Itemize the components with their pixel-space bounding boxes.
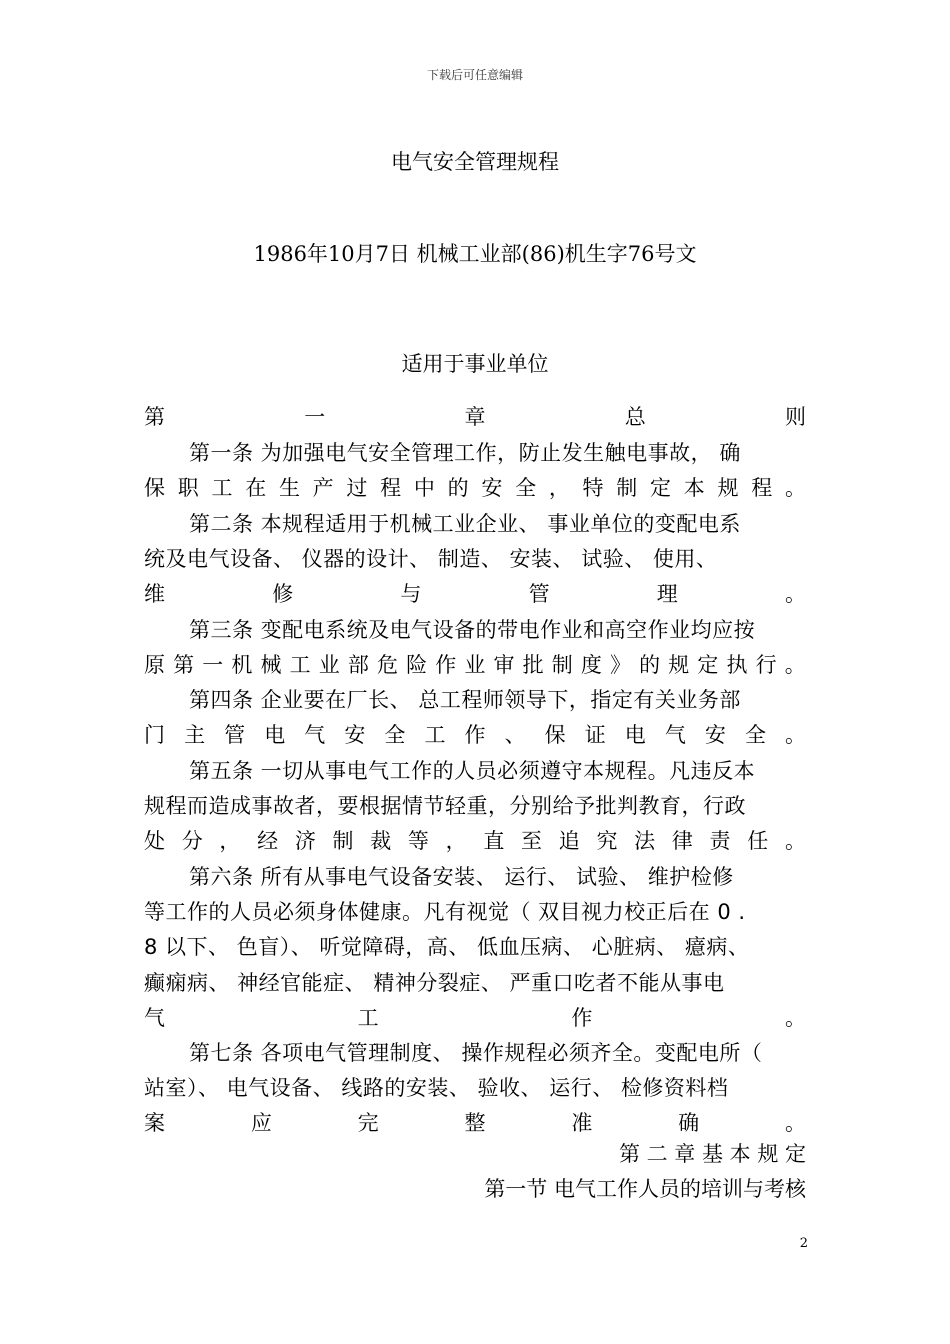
body-char: 原	[144, 653, 165, 677]
body-char: 安	[344, 723, 366, 747]
body-line	[144, 720, 806, 750]
page-number: 2	[799, 1236, 808, 1251]
body-char: 一	[202, 653, 224, 677]
body-char: 电	[624, 723, 646, 747]
body-line: 癫痫病、 神经官能症、 精神分裂症、 严重口吃者不能从事电	[144, 971, 725, 995]
body-char: 保	[144, 476, 165, 500]
body-line: 统及电气设备、 仪器的设计、 制造、 安装、 试验、 使用、	[144, 547, 718, 571]
body-char: 制	[332, 829, 354, 853]
body-char: 业	[318, 653, 340, 677]
body-char: 。	[784, 1006, 806, 1030]
body-char: 制	[551, 653, 573, 677]
body-line	[144, 1108, 806, 1138]
body-line	[144, 826, 806, 856]
body-char: 主	[184, 723, 206, 747]
body-char: 生	[278, 476, 300, 500]
body-char: 维	[144, 582, 165, 606]
body-char: 安	[481, 476, 503, 500]
chapter-1-heading-char: 第	[144, 405, 165, 429]
body-line: 第四条 企业要在厂长、 总工程师领导下，指定有关业务部	[189, 688, 741, 712]
body-char: 批	[522, 653, 544, 677]
body-char: 过	[346, 476, 368, 500]
body-char: 济	[294, 829, 316, 853]
body-line: 第五条 一切从事电气工作的人员必须遵守本规程。凡违反本	[189, 759, 756, 783]
body-char: 任	[747, 829, 769, 853]
body-char: 险	[406, 653, 428, 677]
body-char: 程	[380, 476, 402, 500]
chapter-1-heading	[144, 402, 806, 432]
body-char: 定	[697, 653, 719, 677]
scope-note: 适用于事业单位	[401, 352, 549, 376]
body-char: 程	[751, 476, 773, 500]
body-char: 规	[668, 653, 690, 677]
body-char: 管	[224, 723, 246, 747]
body-char: 责	[709, 829, 731, 853]
body-char: 理	[656, 582, 678, 606]
body-char: ，	[445, 829, 467, 853]
body-char: 究	[596, 829, 618, 853]
body-char: 整	[464, 1111, 486, 1135]
body-char: 证	[584, 723, 606, 747]
body-char: 的	[447, 476, 469, 500]
body-char: 工	[357, 1006, 379, 1030]
body-char: 门	[144, 723, 165, 747]
body-char: 裁	[370, 829, 392, 853]
body-char: 本	[683, 476, 705, 500]
body-char: 等	[407, 829, 429, 853]
body-char: 直	[483, 829, 505, 853]
body-char: 案	[144, 1111, 165, 1135]
body-char: 职	[177, 476, 199, 500]
body-char: 律	[671, 829, 693, 853]
body-char: 业	[464, 653, 486, 677]
body-char: ，	[548, 476, 570, 500]
body-line: 等工作的人员必须身体健康。凡有视觉（ 双目视力校正后在 0 .	[144, 900, 746, 924]
section-1-heading: 第一节 电气工作人员的培训与考核	[484, 1177, 806, 1201]
body-char: 。	[784, 476, 806, 500]
body-char: 机	[231, 653, 253, 677]
body-char: 危	[377, 653, 398, 677]
body-char: 工	[211, 476, 233, 500]
body-char: 安	[704, 723, 726, 747]
body-char: 、	[504, 723, 526, 747]
body-char: 修	[272, 582, 294, 606]
body-char: 特	[582, 476, 604, 500]
body-char: 。	[784, 582, 806, 606]
body-char: 部	[347, 653, 369, 677]
body-char: 作	[435, 653, 457, 677]
body-char: 械	[260, 653, 282, 677]
page-header-note: 下载后可任意编辑	[426, 68, 523, 82]
body-char: 》	[610, 653, 631, 677]
body-char: 至	[521, 829, 543, 853]
body-char: 确	[678, 1111, 700, 1135]
body-char: 中	[413, 476, 435, 500]
chapter-1-heading-char: 一	[304, 405, 326, 429]
body-line: 第三条 变配电系统及电气设备的带电作业和高空作业均应按	[189, 618, 756, 642]
body-char: ，	[219, 829, 241, 853]
body-char: 行	[755, 653, 777, 677]
body-char: 气	[144, 1006, 165, 1030]
body-char: 工	[424, 723, 446, 747]
body-char: 分	[181, 829, 203, 853]
body-char: 全	[384, 723, 406, 747]
body-char: 全	[515, 476, 537, 500]
chapter-1-heading-char: 总	[624, 405, 646, 429]
body-line	[144, 473, 806, 503]
body-char: 。	[784, 1111, 806, 1135]
body-char: 处	[144, 829, 165, 853]
body-char: 全	[744, 723, 766, 747]
body-line	[144, 650, 806, 680]
body-char: 气	[304, 723, 326, 747]
body-char: 制	[616, 476, 638, 500]
body-line	[144, 579, 806, 609]
body-line: 第一条 为加强电气安全管理工作，防止发生触电事故， 确	[189, 441, 741, 465]
body-line	[144, 1003, 806, 1033]
chapter-2-heading: 第 二 章 基 本 规 定	[618, 1142, 806, 1166]
body-char: 的	[639, 653, 661, 677]
body-char: 在	[245, 476, 267, 500]
body-char: 产	[312, 476, 334, 500]
body-char: 工	[289, 653, 311, 677]
body-char: 。	[784, 829, 806, 853]
body-line: 第七条 各项电气管理制度、 操作规程必须齐全。变配电所（	[189, 1041, 763, 1065]
body-char: 第	[173, 653, 195, 677]
body-char: 保	[544, 723, 566, 747]
body-char: 作	[571, 1006, 593, 1030]
body-char: 追	[558, 829, 580, 853]
body-char: 执	[726, 653, 748, 677]
body-char: 度	[580, 653, 602, 677]
chapter-1-heading-char: 则	[785, 405, 806, 429]
body-char: 应	[250, 1111, 272, 1135]
body-char: 气	[664, 723, 686, 747]
body-char: 法	[634, 829, 656, 853]
body-char: 。	[785, 723, 806, 747]
body-char: 规	[717, 476, 739, 500]
body-char: 定	[650, 476, 672, 500]
body-char: 作	[464, 723, 486, 747]
body-char: 准	[571, 1111, 593, 1135]
body-line: 8 以下、 色盲）、 听觉障碍，高、 低血压病、 心脏病、 癔病、	[144, 935, 750, 959]
body-line: 站室）、 电气设备、 线路的安装、 验收、 运行、 检修资料档	[144, 1076, 729, 1100]
body-char: 。	[784, 653, 806, 677]
body-char: 电	[264, 723, 286, 747]
chapter-1-heading-char: 章	[464, 405, 486, 429]
body-char: 与	[400, 582, 422, 606]
body-char: 审	[493, 653, 515, 677]
body-char: 完	[357, 1111, 379, 1135]
document-title: 电气安全管理规程	[391, 150, 559, 174]
body-line: 规程而造成事故者，要根据情节轻重，分别给予批判教育，行政	[144, 794, 746, 818]
body-line: 第二条 本规程适用于机械工业企业、 事业单位的变配电系	[189, 512, 741, 536]
body-char: 经	[257, 829, 279, 853]
issuance-info: 1986年10月7日 机械工业部(86)机生字76号文	[253, 242, 697, 266]
body-char: 管	[528, 582, 550, 606]
body-line: 第六条 所有从事电气设备安装、 运行、 试验、 维护检修	[189, 865, 734, 889]
